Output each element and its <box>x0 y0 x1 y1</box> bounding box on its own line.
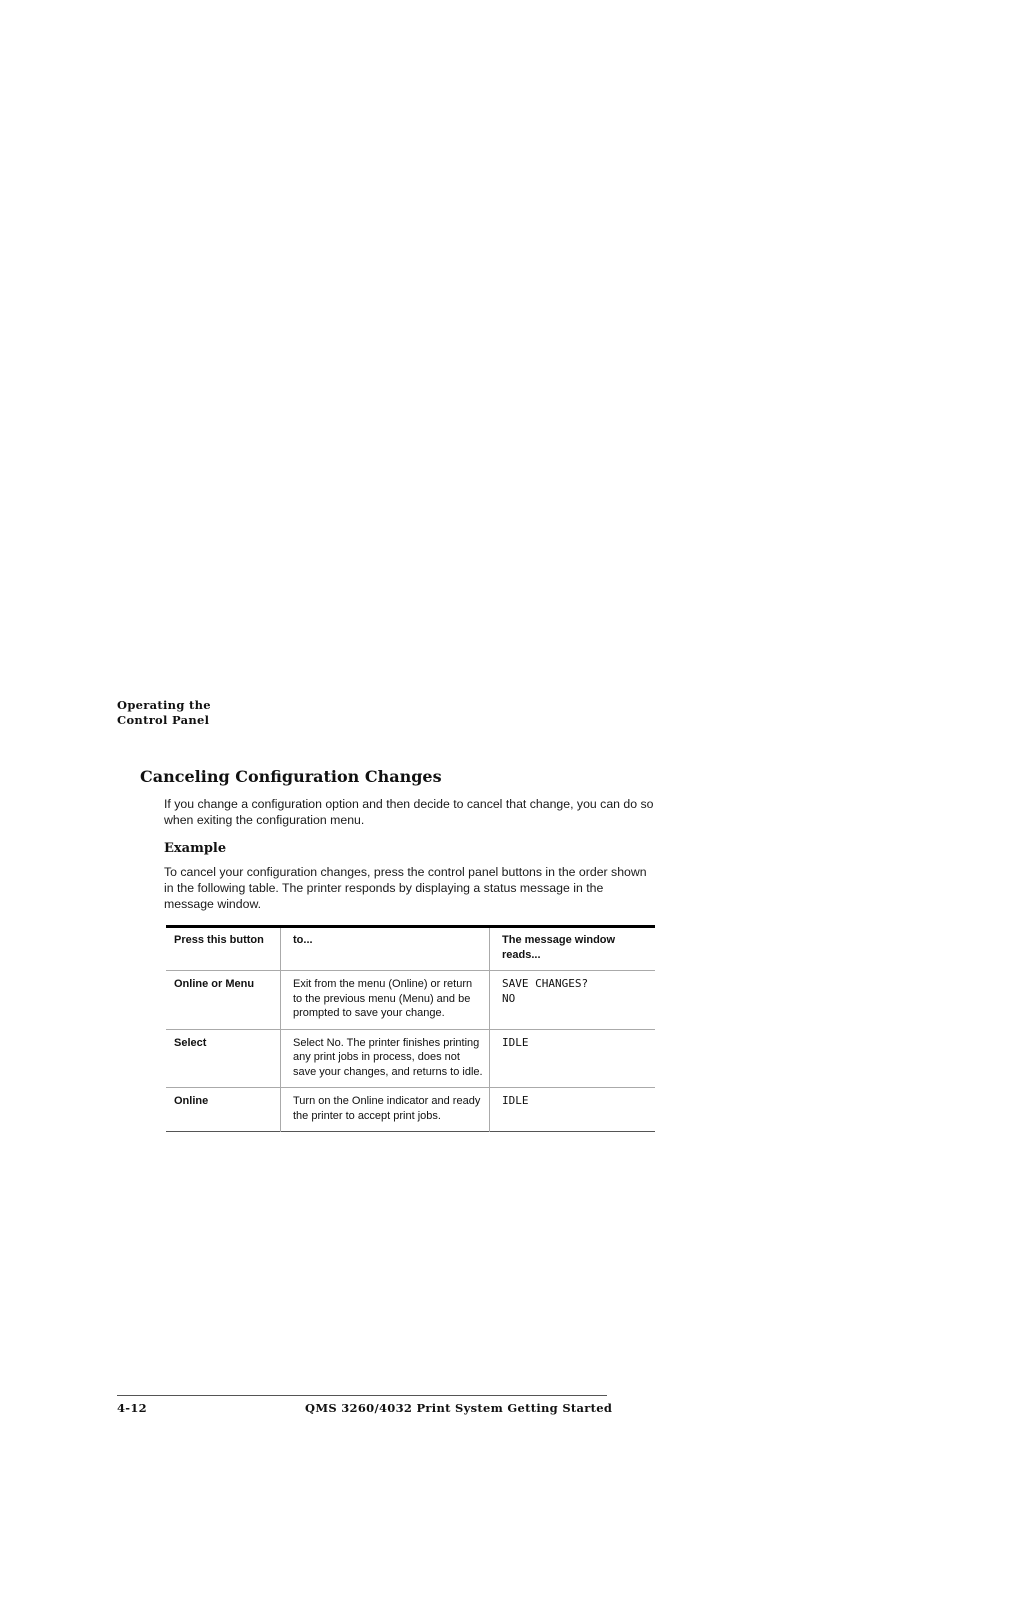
row-message-text: IDLE <box>490 1029 656 1088</box>
header-press-this-button: Press this button <box>174 934 264 946</box>
table-row <box>166 1088 655 1132</box>
example-paragraph: To cancel your configuration changes, press the control panel buttons in the order shown in the following table. The printer responds by displaying a status message in the message window. <box>164 865 647 911</box>
row-button-label: Select <box>166 1029 281 1088</box>
row-message-text: IDLE <box>490 1088 656 1132</box>
section-title: Canceling Configuration Changes <box>140 767 442 786</box>
row-action-text: Select No. The printer finishes printing any print jobs in process, does not save your changes, and returns to idle. <box>281 1029 490 1088</box>
table-row <box>166 971 655 1030</box>
header-to: to... <box>281 927 490 971</box>
running-head <box>117 698 211 728</box>
intro-paragraph: If you change a configuration option and then decide to cancel that change, you can do so when exiting the configuration menu. <box>164 797 654 827</box>
footer-rule <box>117 1395 607 1396</box>
table-header-row <box>166 927 655 971</box>
row-message-text: SAVE CHANGES? NO <box>490 971 656 1030</box>
row-action-text: Turn on the Online indicator and ready the printer to accept print jobs. <box>281 1088 490 1132</box>
running-head-line-2: Control Panel <box>117 713 210 727</box>
document-title: QMS 3260/4032 Print System Getting Started <box>305 1401 613 1415</box>
row-action-text: Exit from the menu (Online) or return to the previous menu (Menu) and be prompted to save your change. <box>281 971 490 1030</box>
table-row <box>166 1029 655 1088</box>
page-number: 4-12 <box>117 1401 147 1415</box>
row-button-label: Online <box>166 1088 281 1132</box>
button-sequence-table <box>166 925 655 1132</box>
running-head-line-1: Operating the <box>117 698 211 712</box>
example-heading: Example <box>164 841 227 856</box>
header-message-window: The message window reads... <box>502 934 616 961</box>
row-button-label: Online or Menu <box>166 971 281 1030</box>
